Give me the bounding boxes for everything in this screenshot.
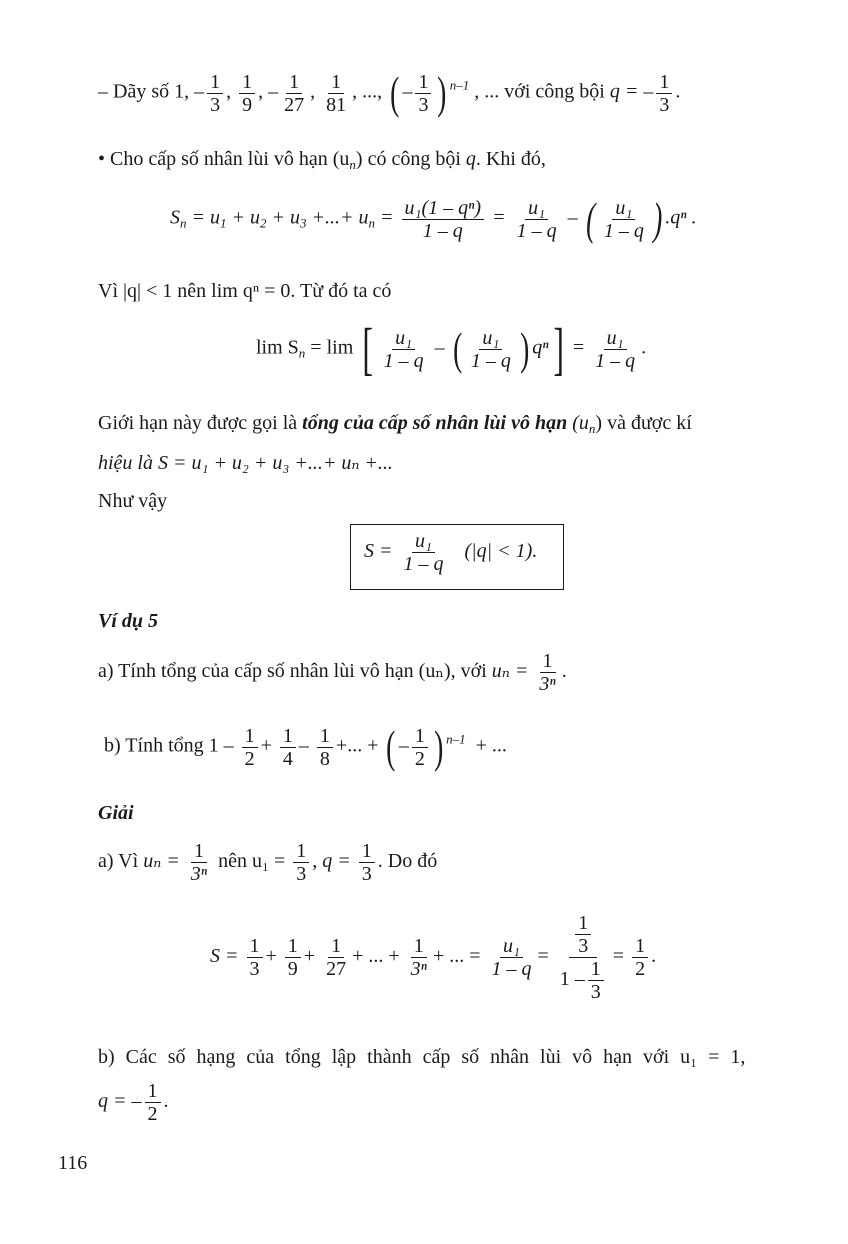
fraction: $\frac{1}{3}$ — [656, 71, 672, 116]
nhu-vay: Như vậy — [98, 490, 168, 512]
vi-line — [98, 278, 391, 304]
power: n–1 — [449, 77, 470, 93]
fraction: $\frac{\text{u₁}}{1 - q}$ — [603, 196, 644, 242]
s-sum-formula: S = $\frac{1}{3}$ + $\frac{1}{9}$ + $\frac{1}{27}$ + ... + $\frac{1}{\text{3ⁿ}}$ + ... = $\frac{\text{u₁}}{1 - q}$ = $\frac{1}{3}$ 1 – $\frac{1}{3}$ = $\frac{1}{2}$ . — [210, 912, 657, 1003]
solution-b-q: q = – $\frac{1}{2}$ . — [98, 1080, 169, 1125]
fraction: $\frac{\text{u₁}}{1 - q}$ — [516, 196, 557, 242]
fraction: $\frac{1}{27}$ — [326, 935, 347, 980]
fraction: $\frac{\text{u₁}}{1 - q}$ — [491, 935, 532, 980]
fraction: $\frac{1}{2}$ — [412, 725, 428, 770]
sequence-line: – Dãy số 1, – $\frac{1}{3}$ , $\frac{1}{9}$ , – $\frac{1}{27}$ , $\frac{1}{81}$ , ..., ( – $\frac{1}{3}$ ) $^{n-1}$ , ... với công bội q = – $\frac{1}{3}$ . — [98, 67, 681, 118]
sequence-prefix: – Dãy số 1, — [98, 80, 190, 103]
fraction: $\frac{1}{2}$ — [145, 1080, 161, 1125]
fraction: $\frac{\text{u₁}}{1 - q}$ — [383, 326, 424, 372]
solution-a: a) Vì uₙ = $\frac{1}{\text{3ⁿ}}$ nên u₁ = $\frac{1}{3}$ , q = $\frac{1}{3}$ . Do đó — [98, 840, 438, 885]
frac-sign: – — [194, 80, 205, 103]
fraction: $\frac{1}{3}$ — [247, 935, 263, 980]
frac-sign: – — [268, 80, 279, 103]
def-bold-term: tổng của cấp số nhân lùi vô hạn — [302, 412, 568, 434]
fraction: $\frac{\text{u₁(1 – qⁿ)}}{1 - q}$ — [402, 197, 485, 242]
boxed-formula-content: S = $\frac{\text{u₁}}{1 - q}$ (|q| < 1). — [364, 530, 538, 575]
example-a: a) Tính tổng của cấp số nhân lùi vô hạn (uₙ), với uₙ = $\frac{1}{\text{3ⁿ}}$ . — [98, 650, 567, 695]
fraction: $\frac{\text{u₁}}{1 - q}$ — [403, 530, 444, 575]
example-title: Ví dụ 5 — [98, 610, 159, 632]
fraction: $\frac{1}{9}$ — [285, 935, 301, 980]
bullet-line: • Cho cấp số nhân lùi vô hạn $(u_n)$ có công bội q. Khi đó, — [98, 148, 546, 172]
definition-line1: Giới hạn này được gọi là tổng của cấp số nhân lùi vô hạn $(u_n)$ và được kí — [98, 412, 692, 436]
fraction: $\frac{\text{u₁}}{1 - q}$ — [595, 326, 636, 372]
fraction: $\frac{1}{8}$ — [317, 725, 333, 770]
solution-title: Giải — [98, 802, 134, 824]
bullet-text: • Cho cấp số nhân lùi vô hạn (u — [98, 148, 350, 170]
fraction: $\frac{1}{2}$ — [632, 935, 648, 980]
example-b: b) Tính tổng 1 – $\frac{1}{2}$ + $\frac{1}{4}$ – $\frac{1}{8}$ +... + ( – $\frac{1}{2}$ ) $^{n-1}$ + ... — [104, 721, 507, 772]
compound-fraction: $\frac{1}{3}$ 1 – $\frac{1}{3}$ — [557, 912, 610, 1003]
fraction: $\frac{1}{3}$ — [207, 71, 223, 116]
q-eq: q = – — [609, 80, 654, 103]
fraction: $\frac{1}{3}$ — [415, 71, 431, 116]
def-part1: Giới hạn này được gọi là — [98, 412, 298, 434]
sn-formula: $S_n = u_1 + u_2 + u_3$ +...+ $u_n$ = $\frac{\text{u₁(1 – qⁿ)}}{1 - q}$ = $\frac{\text{u₁}}{1 - q}$ – ( $\frac{\text{u₁}}{1 - q}$ ) .qⁿ . — [170, 193, 697, 244]
page-number: 116 — [58, 1152, 88, 1174]
fraction: $\frac{1}{3}$ — [359, 840, 375, 885]
vi-text: Vì |q| < 1 nên lim qⁿ = 0. Từ đó ta có — [98, 280, 392, 302]
definition-line2: hiệu là S = u₁ + u₂ + u₃ +...+ uₙ +... — [98, 452, 393, 474]
fraction: $\frac{1}{3}$ — [293, 840, 309, 885]
fraction: $\frac{1}{27}$ — [284, 70, 305, 116]
solution-b: b) Các số hạng của tổng lập thành cấp số nhân lùi vô hạn với u₁ = 1, — [98, 1046, 746, 1068]
bullet-text3: . Khi đó, — [475, 148, 546, 170]
ellipsis: ..., — [362, 80, 383, 103]
fraction: $\frac{1}{\text{3ⁿ}}$ — [190, 840, 208, 885]
fraction: $\frac{1}{\text{3ⁿ}}$ — [410, 935, 427, 980]
sequence-suffix: , ... với công bội — [474, 80, 605, 103]
bullet-text2: ) có công bội — [355, 148, 461, 170]
fraction: $\frac{1}{9}$ — [239, 71, 255, 116]
lim-formula: $\lim S_n = \lim$ [ $\frac{\text{u₁}}{1 - q}$ – ( $\frac{\text{u₁}}{1 - q}$ ) qⁿ] = $\frac{\text{u₁}}{1 - q}$ . — [256, 316, 647, 381]
fraction: $\frac{1}{\text{3ⁿ}}$ — [539, 650, 556, 695]
fraction: $\frac{1}{2}$ — [242, 725, 258, 770]
fraction: $\frac{1}{81}$ — [326, 70, 347, 116]
fraction: $\frac{\text{u₁}}{1 - q}$ — [470, 326, 511, 372]
fraction: $\frac{1}{4}$ — [280, 725, 296, 770]
